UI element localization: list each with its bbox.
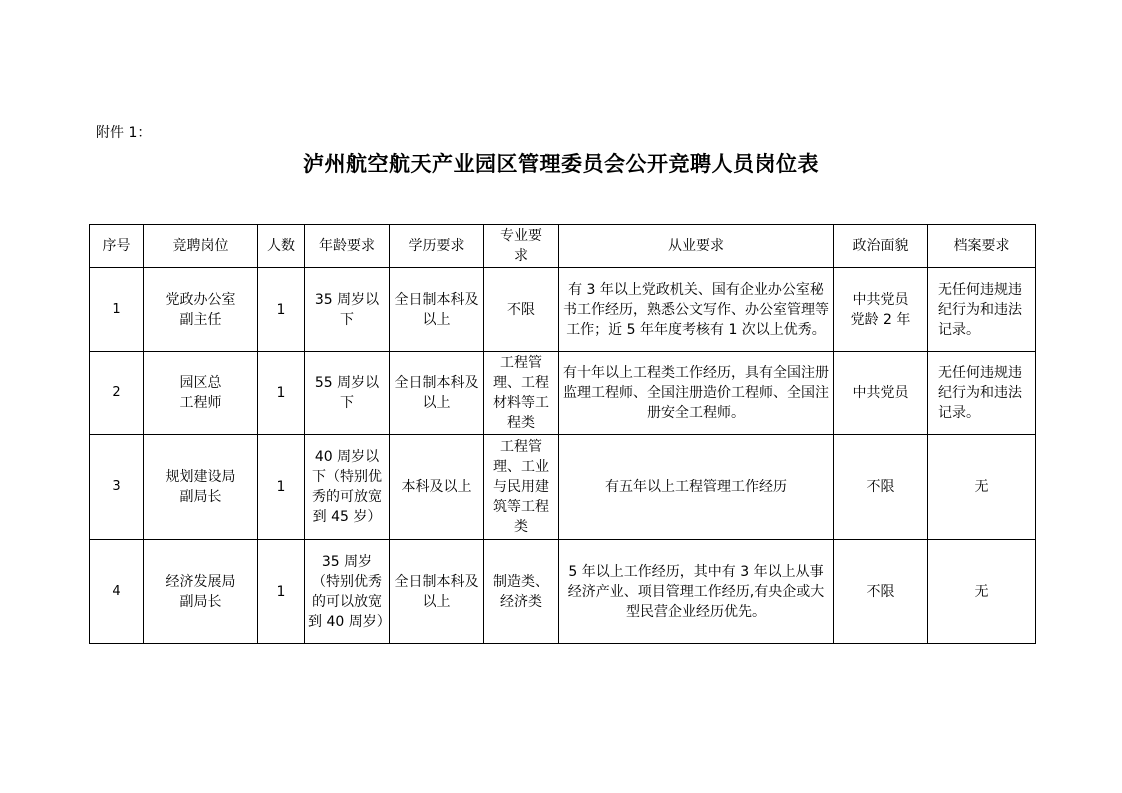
cell-education: 本科及以上 — [390, 435, 484, 540]
cell-seq: 2 — [90, 352, 144, 435]
cell-major: 不限 — [484, 268, 559, 352]
cell-count: 1 — [258, 435, 305, 540]
cell-record: 无 — [928, 435, 1036, 540]
cell-record: 无任何违规违纪行为和违法记录。 — [928, 352, 1036, 435]
cell-education: 全日制本科及以上 — [390, 540, 484, 644]
cell-political: 中共党员党龄 2 年 — [834, 268, 928, 352]
header-record: 档案要求 — [928, 225, 1036, 268]
header-political: 政治面貌 — [834, 225, 928, 268]
cell-record: 无任何违规违纪行为和违法记录。 — [928, 268, 1036, 352]
cell-seq: 3 — [90, 435, 144, 540]
header-experience: 从业要求 — [559, 225, 834, 268]
header-position: 竞聘岗位 — [144, 225, 258, 268]
cell-education: 全日制本科及以上 — [390, 268, 484, 352]
cell-political: 不限 — [834, 435, 928, 540]
table-row — [90, 352, 1036, 435]
document-title: 泸州航空航天产业园区管理委员会公开竞聘人员岗位表 — [303, 152, 819, 176]
cell-experience: 5 年以上工作经历，其中有 3 年以上从事经济产业、项目管理工作经历,有央企或大型民营企业经历优先。 — [559, 540, 834, 644]
cell-count: 1 — [258, 268, 305, 352]
cell-major: 工程管理、工程材料等工程类 — [484, 352, 559, 435]
cell-age: 40 周岁以下（特别优秀的可放宽到 45 岁） — [305, 435, 390, 540]
cell-seq: 4 — [90, 540, 144, 644]
table-header-row — [90, 225, 1036, 268]
attachment-label: 附件 1： — [96, 125, 152, 141]
cell-position: 经济发展局副局长 — [144, 540, 258, 644]
cell-count: 1 — [258, 540, 305, 644]
cell-political: 不限 — [834, 540, 928, 644]
table-row — [90, 435, 1036, 540]
header-seq: 序号 — [90, 225, 144, 268]
cell-major: 制造类、经济类 — [484, 540, 559, 644]
header-count: 人数 — [258, 225, 305, 268]
cell-education: 全日制本科及以上 — [390, 352, 484, 435]
cell-political: 中共党员 — [834, 352, 928, 435]
cell-experience: 有 3 年以上党政机关、国有企业办公室秘书工作经历，熟悉公文写作、办公室管理等工作；近 5 年年度考核有 1 次以上优秀。 — [559, 268, 834, 352]
cell-seq: 1 — [90, 268, 144, 352]
cell-age: 55 周岁以下 — [305, 352, 390, 435]
header-education: 学历要求 — [390, 225, 484, 268]
cell-position: 园区总工程师 — [144, 352, 258, 435]
cell-position: 规划建设局副局长 — [144, 435, 258, 540]
cell-experience: 有十年以上工程类工作经历，具有全国注册监理工程师、全国注册造价工程师、全国注册安全工程师。 — [559, 352, 834, 435]
cell-major: 工程管理、工业与民用建筑等工程类 — [484, 435, 559, 540]
header-age: 年龄要求 — [305, 225, 390, 268]
cell-count: 1 — [258, 352, 305, 435]
cell-age: 35 周岁（特别优秀的可以放宽到 40 周岁） — [305, 540, 390, 644]
cell-experience: 有五年以上工程管理工作经历 — [559, 435, 834, 540]
cell-position: 党政办公室副主任 — [144, 268, 258, 352]
table-row — [90, 540, 1036, 644]
cell-record: 无 — [928, 540, 1036, 644]
header-major: 专业要求 — [484, 225, 559, 268]
cell-age: 35 周岁以下 — [305, 268, 390, 352]
table-row — [90, 268, 1036, 352]
position-table — [89, 224, 1036, 644]
